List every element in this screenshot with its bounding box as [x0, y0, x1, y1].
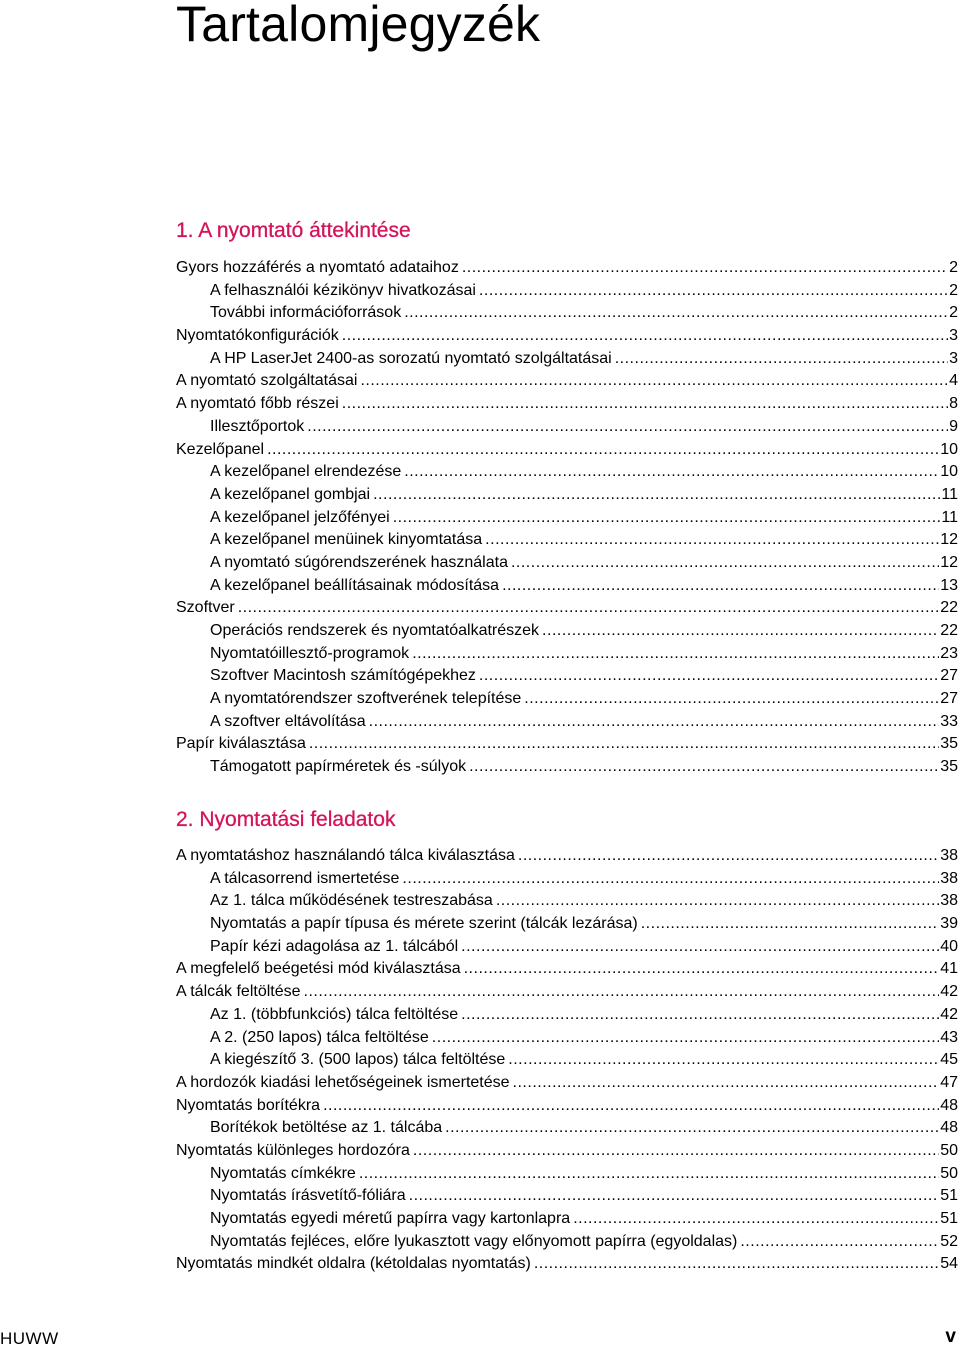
toc-entry[interactable]	[176, 1185, 958, 1208]
toc-entry[interactable]	[176, 1231, 958, 1254]
toc-entry-page-number: 2	[949, 281, 958, 299]
toc-entry-title: Kezelőpanel	[176, 440, 265, 458]
toc-entry[interactable]	[176, 1049, 958, 1072]
chapter-2-heading[interactable]: 2. Nyomtatási feladatok	[176, 808, 396, 831]
toc-entry-page-number: 10	[940, 440, 958, 458]
toc-entry-title: A HP LaserJet 2400-as sorozatú nyomtató szolgáltatásai	[210, 349, 612, 367]
chapter-1-toc-list	[176, 257, 958, 779]
toc-entry-page-number: 54	[940, 1255, 958, 1273]
toc-entry-page-number: 23	[940, 644, 958, 662]
toc-entry-page-number: 38	[940, 847, 958, 864]
toc-entry[interactable]	[176, 257, 958, 280]
toc-entry[interactable]	[176, 1095, 958, 1118]
toc-entry-title: A szoftver eltávolítása	[210, 712, 366, 730]
dot-leader	[479, 665, 939, 688]
toc-entry-page-number: 2	[949, 304, 958, 322]
toc-entry-title: A kezelőpanel gombjai	[210, 485, 371, 503]
dot-leader	[359, 1163, 939, 1186]
toc-entry-page-number: 9	[949, 417, 958, 435]
dot-leader	[404, 461, 939, 484]
dot-leader	[309, 733, 939, 756]
toc-entry[interactable]	[176, 1072, 958, 1095]
toc-entry[interactable]	[176, 348, 958, 371]
toc-entry-page-number: 4	[949, 372, 958, 390]
toc-entry[interactable]	[176, 936, 958, 959]
toc-entry-title: Illesztőportok	[210, 417, 305, 435]
toc-entry-page-number: 41	[940, 960, 958, 978]
toc-entry[interactable]	[176, 302, 958, 325]
toc-entry[interactable]	[176, 597, 958, 620]
toc-entry-page-number: 11	[941, 485, 958, 503]
dot-leader	[412, 643, 939, 666]
dot-leader	[461, 1004, 939, 1027]
toc-entry-title: A kiegészítő 3. (500 lapos) tálca feltöltése	[210, 1051, 506, 1069]
toc-entry-page-number: 45	[940, 1051, 958, 1069]
toc-entry-title: Az 1. (többfunkciós) tálca feltöltése	[210, 1005, 459, 1023]
toc-entry-title: Borítékok betöltése az 1. tálcába	[210, 1119, 443, 1137]
toc-entry-page-number: 8	[949, 395, 958, 413]
toc-entry-page-number: 12	[940, 531, 958, 549]
toc-entry[interactable]	[176, 913, 958, 936]
toc-entry[interactable]	[176, 981, 958, 1004]
toc-entry-title: A tálcasorrend ismertetése	[210, 869, 400, 887]
toc-entry-title: A felhasználói kézikönyv hivatkozásai	[210, 281, 476, 299]
toc-entry-page-number: 11	[941, 508, 958, 526]
toc-entry-title: Az 1. tálca működésének testreszabása	[210, 892, 493, 910]
toc-entry-title: Szoftver	[176, 599, 235, 617]
toc-entry-title: Nyomtatás különleges hordozóra	[176, 1141, 410, 1159]
toc-entry[interactable]	[176, 643, 958, 666]
dot-leader	[445, 1117, 939, 1140]
toc-entry-title: Operációs rendszerek és nyomtatóalkatrészek	[210, 622, 540, 639]
dot-leader	[615, 348, 948, 371]
toc-entry-title: A tálcák feltöltése	[176, 983, 301, 1001]
dot-leader	[485, 529, 939, 552]
toc-entry-page-number: 3	[949, 349, 958, 367]
toc-entry[interactable]	[176, 845, 958, 868]
dot-leader	[432, 1027, 939, 1050]
toc-entry[interactable]	[176, 1253, 958, 1276]
toc-entry-title: További információforrások	[210, 304, 402, 322]
dot-leader	[304, 981, 940, 1004]
dot-leader	[342, 393, 948, 416]
toc-entry-page-number: 39	[940, 915, 958, 933]
toc-entry-title: Nyomtatás a papír típusa és mérete szerint (tálcák lezárása)	[210, 915, 638, 933]
toc-entry[interactable]	[176, 575, 958, 598]
toc-entry[interactable]	[176, 1027, 958, 1050]
toc-entry[interactable]	[176, 484, 958, 507]
footer-page-number: v	[945, 1326, 956, 1347]
toc-entry[interactable]	[176, 1117, 958, 1140]
dot-leader	[469, 756, 939, 779]
toc-entry-title: A kezelőpanel menüinek kinyomtatása	[210, 531, 483, 549]
toc-entry[interactable]	[176, 1140, 958, 1163]
toc-entry-page-number: 51	[940, 1187, 958, 1205]
dot-leader	[534, 1253, 939, 1276]
toc-entry-title: Nyomtatás címkékre	[210, 1164, 356, 1182]
toc-entry-page-number: 38	[940, 869, 958, 887]
toc-entry[interactable]	[176, 756, 958, 779]
toc-entry-title: A kezelőpanel elrendezése	[210, 463, 402, 481]
toc-entry-page-number: 50	[940, 1141, 958, 1159]
chapter-2-toc-list	[176, 845, 958, 1276]
toc-entry[interactable]	[176, 688, 958, 711]
dot-leader	[402, 868, 939, 891]
toc-entry[interactable]	[176, 1163, 958, 1186]
toc-entry-title: Támogatott papírméretek és -súlyok	[210, 758, 467, 776]
toc-entry[interactable]	[176, 461, 958, 484]
dot-leader	[641, 913, 939, 936]
toc-entry-title: Nyomtatókonfigurációk	[176, 327, 339, 345]
toc-entry-title: A 2. (250 lapos) tálca feltöltése	[210, 1028, 429, 1046]
toc-entry-title: A kezelőpanel beállításainak módosítása	[210, 576, 500, 594]
dot-leader	[307, 416, 948, 439]
dot-leader	[462, 257, 948, 280]
toc-entry-page-number: 50	[940, 1164, 958, 1182]
dot-leader	[404, 302, 948, 325]
toc-entry-title: A nyomtatáshoz használandó tálca kiválasztása	[176, 847, 515, 864]
toc-entry[interactable]	[176, 325, 958, 348]
toc-entry-page-number: 48	[940, 1119, 958, 1137]
dot-leader	[464, 958, 940, 981]
toc-entry-title: Nyomtatás fejléces, előre lyukasztott vagy előnyomott papírra (egyoldalas)	[210, 1232, 738, 1250]
toc-entry-page-number: 3	[949, 327, 958, 345]
toc-entry-page-number: 27	[940, 690, 958, 708]
toc-entry[interactable]	[176, 529, 958, 552]
page-title: Tartalomjegyzék	[176, 0, 541, 52]
toc-entry[interactable]	[176, 370, 958, 393]
toc-entry-page-number: 35	[940, 735, 958, 753]
toc-entry-page-number: 13	[940, 576, 958, 594]
toc-entry-page-number: 40	[940, 937, 958, 955]
toc-entry-title: Nyomtatóillesztő-programok	[210, 644, 410, 662]
toc-entry-title: Nyomtatás borítékra	[176, 1096, 321, 1114]
toc-entry-title: A nyomtató súgórendszerének használata	[210, 553, 508, 571]
toc-entry-title: Nyomtatás írásvetítő-fóliára	[210, 1187, 406, 1205]
dot-leader	[393, 507, 941, 530]
toc-entry[interactable]	[176, 416, 958, 439]
toc-entry-page-number: 27	[940, 667, 958, 685]
dot-leader	[496, 890, 939, 913]
toc-entry-page-number: 22	[940, 599, 958, 617]
dot-leader	[518, 845, 939, 868]
dot-leader	[413, 1140, 939, 1163]
toc-entry[interactable]	[176, 552, 958, 575]
toc-entry-page-number: 43	[940, 1028, 958, 1046]
dot-leader	[508, 1049, 939, 1072]
toc-entry-title: Nyomtatás egyedi méretű papírra vagy kartonlapra	[210, 1210, 571, 1227]
toc-entry-page-number: 38	[940, 892, 958, 910]
dot-leader	[740, 1231, 939, 1254]
dot-leader	[409, 1185, 940, 1208]
toc-entry-page-number: 33	[940, 712, 958, 730]
toc-entry-title: Papír kézi adagolása az 1. tálcából	[210, 937, 459, 955]
dot-leader	[461, 936, 939, 959]
dot-leader	[360, 370, 948, 393]
toc-entry[interactable]	[176, 1004, 958, 1027]
toc-entry[interactable]	[176, 890, 958, 913]
toc-entry-title: A nyomtató szolgáltatásai	[176, 372, 358, 390]
dot-leader	[342, 325, 948, 348]
toc-entry[interactable]	[176, 280, 958, 303]
dot-leader	[238, 597, 940, 620]
toc-entry-title: A megfelelő beégetési mód kiválasztása	[176, 960, 461, 978]
toc-entry-title: A nyomtatórendszer szoftverének telepítése	[210, 690, 522, 708]
toc-entry-page-number: 42	[940, 983, 958, 1001]
dot-leader	[373, 484, 940, 507]
toc-entry[interactable]	[176, 868, 958, 891]
toc-entry[interactable]	[176, 958, 958, 981]
toc-entry[interactable]	[176, 620, 958, 643]
toc-entry-title: Papír kiválasztása	[176, 735, 306, 753]
dot-leader	[479, 280, 948, 303]
dot-leader	[573, 1208, 939, 1231]
toc-entry-title: Gyors hozzáférés a nyomtató adataihoz	[176, 259, 459, 276]
toc-entry-page-number: 12	[940, 553, 958, 571]
toc-entry-page-number: 52	[940, 1232, 958, 1250]
chapter-1-heading[interactable]: 1. A nyomtató áttekintése	[176, 219, 411, 242]
dot-leader	[524, 688, 939, 711]
toc-entry-page-number: 48	[940, 1096, 958, 1114]
dot-leader	[513, 1072, 940, 1095]
toc-entry-title: A hordozók kiadási lehetőségeinek ismertetése	[176, 1073, 510, 1091]
toc-entry-title: Nyomtatás mindkét oldalra (kétoldalas nyomtatás)	[176, 1255, 531, 1273]
toc-entry[interactable]	[176, 1208, 958, 1231]
dot-leader	[511, 552, 939, 575]
toc-entry-page-number: 51	[940, 1210, 958, 1227]
toc-entry-title: Szoftver Macintosh számítógépekhez	[210, 667, 476, 685]
toc-entry-page-number: 42	[940, 1005, 958, 1023]
toc-entry[interactable]	[176, 733, 958, 756]
toc-entry[interactable]	[176, 665, 958, 688]
toc-entry-page-number: 35	[940, 758, 958, 776]
toc-entry-page-number: 10	[940, 463, 958, 481]
dot-leader	[323, 1095, 939, 1118]
toc-entry[interactable]	[176, 439, 958, 462]
toc-entry-title: A kezelőpanel jelzőfényei	[210, 508, 390, 526]
dot-leader	[502, 575, 939, 598]
dot-leader	[542, 620, 939, 643]
toc-entry[interactable]	[176, 711, 958, 734]
toc-entry-title: A nyomtató főbb részei	[176, 395, 339, 413]
dot-leader	[369, 711, 940, 734]
dot-leader	[267, 439, 939, 462]
toc-entry-page-number: 47	[940, 1073, 958, 1091]
toc-entry-page-number: 2	[949, 259, 958, 276]
footer-doc-code: HUWW	[0, 1329, 59, 1348]
toc-entry[interactable]	[176, 507, 958, 530]
toc-entry[interactable]	[176, 393, 958, 416]
toc-entry-page-number: 22	[940, 622, 958, 639]
